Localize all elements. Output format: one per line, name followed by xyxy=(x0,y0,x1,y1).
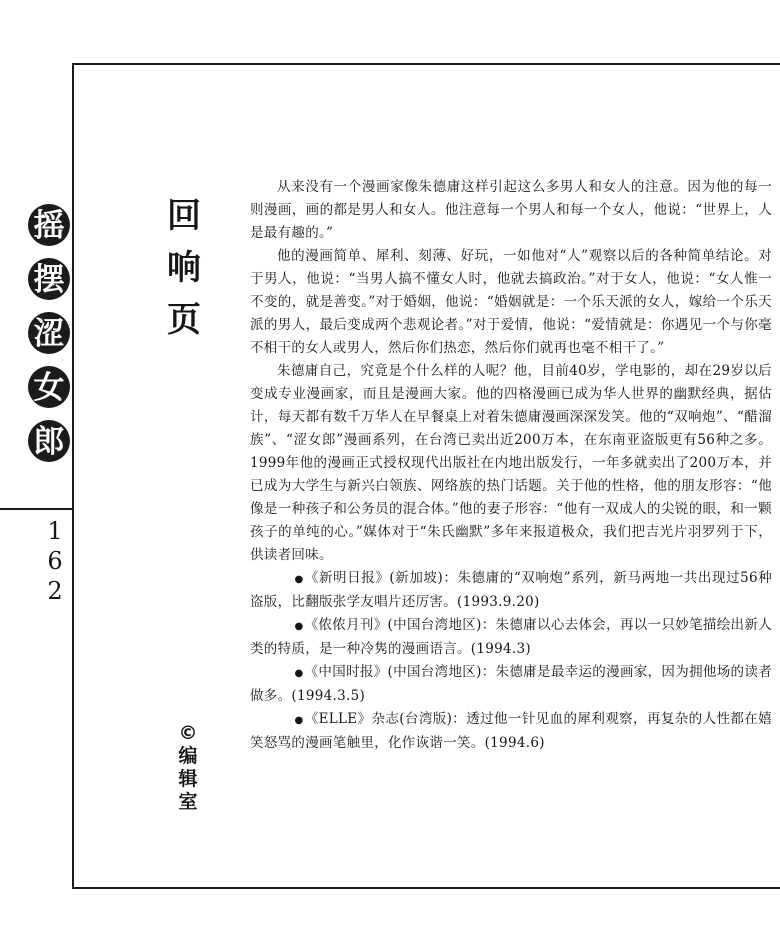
section-title-char: 响 xyxy=(167,248,201,288)
byline-char: 室 xyxy=(178,791,198,813)
press-item-text: 《中国时报》(中国台湾地区)：朱德庸是最幸运的漫画家，因为拥他场的读者做多。(1994.3.5) xyxy=(250,664,772,704)
body-text xyxy=(250,176,772,755)
book-title-char: 摇 xyxy=(28,204,70,246)
body-paragraph: 他的漫画简单、犀利、刻薄、好玩，一如他对“人”观察以后的各种简单结论。对于男人，他说：“当男人搞不懂女人时，他就去搞政治。”对于女人，他说：“女人惟一不变的，就是善变。”对于婚姻，他说：“婚姻就是：一个乐天派的女人，嫁给一个乐天派的男人，最后变成两个悲观论者。”对于爱情，他说：“爱情就是：你遇见一个与你毫不相干的女人或男人，然后你们热恋，然后你们就再也毫不相干了。” xyxy=(250,248,772,356)
press-item xyxy=(250,567,772,614)
press-item-text: 《侬侬月刊》(中国台湾地区)：朱德庸以心去体会，再以一只妙笔描绘出新人类的特质，是一种冷隽的漫画语言。(1994.3) xyxy=(250,617,772,657)
body-paragraph: 朱德庸自己，究竟是个什么样的人呢？他，目前40岁，学电影的，却在29岁以后变成专业漫画家，而且是漫画大家。他的四格漫画已成为华人世界的幽默经典，据估计，每天都有数千万华人在早餐桌上对着朱德庸漫画深深发笑。他的“双响炮”、“醋溜族”、“涩女郎”漫画系列，在台湾已卖出近200万本，在东南亚盗版更有56种之多。1999年他的漫画正式授权现代出版社在内地出版发行，一年多就卖出了200万本，并已成为大学生与新兴白领族、网络族的热门话题。关于他的性格，他的朋友形容：“他像是一种孩子和公务员的混合体。”他的妻子形容：“他有一双成人的尖锐的眼，和一颗孩子的单纯的心。”媒体对于“朱氏幽默”多年来报道极众，我们把吉光片羽罗列于下，供读者回味。 xyxy=(250,363,772,563)
page-number-digit: 1 xyxy=(47,517,63,545)
byline-char: © xyxy=(178,722,198,744)
page-number-digit: 6 xyxy=(47,547,63,575)
margin-divider xyxy=(0,508,72,510)
byline-char: 辑 xyxy=(178,768,198,790)
page-number xyxy=(44,516,66,606)
press-item xyxy=(250,614,772,661)
bullet-icon: ● xyxy=(294,574,304,585)
byline-char: 编 xyxy=(178,745,198,767)
press-item xyxy=(250,661,772,708)
section-title-char: 回 xyxy=(167,196,201,236)
bullet-icon: ● xyxy=(294,715,304,726)
press-item-text: 《新明日报》(新加坡)：朱德庸的“双响炮”系列，新马两地一共出现过56种盗版，比翻版张学友唱片还厉害。(1993.9.20) xyxy=(250,570,772,610)
byline xyxy=(175,722,201,814)
page-number-digit: 2 xyxy=(47,577,63,605)
book-title xyxy=(28,204,72,474)
bullet-icon: ● xyxy=(294,621,304,632)
bullet-icon: ● xyxy=(294,668,304,679)
section-title-char: 页 xyxy=(167,300,201,340)
book-title-char: 女 xyxy=(28,366,70,408)
book-title-char: 郎 xyxy=(28,420,70,462)
section-title xyxy=(164,190,204,346)
body-paragraph: 从来没有一个漫画家像朱德庸这样引起这么多男人和女人的注意。因为他的每一则漫画，画的都是男人和女人。他注意每一个男人和每一个女人，他说：“世界上，人是最有趣的。” xyxy=(250,179,772,241)
book-title-char: 涩 xyxy=(28,312,70,354)
book-title-char: 摆 xyxy=(28,258,70,300)
press-item xyxy=(250,708,772,755)
press-item-text: 《ELLE》杂志(台湾版)：透过他一针见血的犀利观察，再复杂的人性都在嬉笑怒骂的漫画笔触里，化作诙谐一笑。(1994.6) xyxy=(250,711,772,751)
